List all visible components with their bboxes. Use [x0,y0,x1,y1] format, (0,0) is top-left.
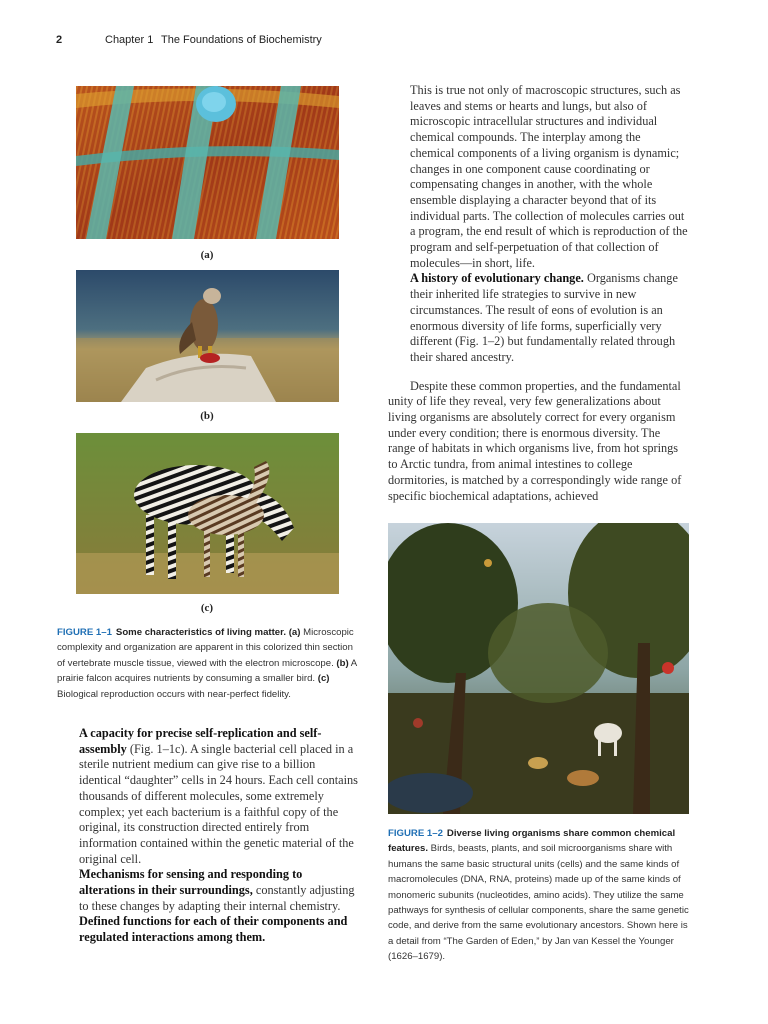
replication-heading: A capacity for precise self-replication and self-assembly [79,726,322,756]
sensing-heading: Mechanisms for sensing and responding to alterations in their surroundings, [79,867,303,898]
paragraph-diversity: Despite these common properties, and the fundamental unity of life they reveal, very few generalizations about living organisms are absolutely correct for every organism under every condition; there is enormous diversity. The range of habitats in which organisms live, from hot springs to Arctic tundra, from animal intestines to college dormitories, is matched by a correspondingly wide range of specific biochemical adaptations, achieved [388,378,682,503]
paragraph-macroscopic: This is true not only of macroscopic structures, such as leaves and stems or hearts and lungs, but also of microscopic intracellular structures and individual chemical compounds. The interplay among the chemical components of a living organism is dynamic; changes in one component cause coordinating or compensating changes in another, with the whole ensemble displaying a character beyond that of its individual parts. The collection of molecules carries out a program, the end result of which is reproduction of the program and self-perpetuation of that collection of molecules—in short, life. [410,83,688,270]
replication-text: (Fig. 1–1c). A single bacterial cell placed in a sterile nutrient medium can give rise to a billion identical “daughter” cells in 24 hours. Each cell contains thousands of different molecules, some extremely complex; yet each bacterium is a faithful copy of the original, its construction directed entirely from information contained within the genetic material of the original cell. [79,741,358,866]
chapter-title: The Foundations of Biochemistry [161,34,322,46]
page-number: 2 [56,34,63,46]
sensing-text: constantly adjusting to these changes by adapting their internal chemistry. [79,883,355,913]
panel-b-label: (b) [200,410,214,422]
figure-1-2-text: Birds, beasts, plants, and soil microorganisms share with humans the same basic structural units (cells) and the same kinds of macromolecules (DNA, RNA, proteins) made up of the same kinds of monomeric subunits (nucleotides, amino acids). They utilize the same pathways for synthesis of cellular components, share the same genetic code, and derive from the same evolutionary ancestors. Shown here is a detail from “The Garden of Eden,” by Jan van Kessel the Younger (1626–1679). [388,843,689,963]
caption-a-marker: (a) [288,627,301,638]
right-column-text [388,83,688,504]
figure-1-1-number: FIGURE 1–1 [57,627,112,638]
caption-c-text: Biological reproduction occurs with near-perfect fidelity. [57,688,291,700]
figure-1-2-caption [388,826,690,965]
history-text: Organisms change their inherited life strategies to survive in new circumstances. The result of eons of evolution is an enormous diversity of life forms, superficially very different (Fig. 1–2) but fundamentally related through their shared ancestry. [410,271,678,364]
caption-b-marker: (b) [336,657,349,669]
figure-1-2-title: Diverse living organisms share common chemical features. [388,828,676,855]
panel-a-label: (a) [200,249,214,261]
garden-of-eden-painting [388,523,689,814]
figure-1-1-caption [57,625,357,702]
left-column-text [79,726,359,946]
defined-functions-heading: Defined functions for each of their components and regulated interactions among them. [79,914,348,945]
figure-1-1-title: Some characteristics of living matter. [115,627,287,638]
prairie-falcon-image [76,270,339,402]
panel-c-label: (c) [200,602,214,614]
figure-1-2-number: FIGURE 1–2 [388,828,443,839]
caption-a-text: Microscopic complexity and organization are apparent in this colorized thin section of vertebrate muscle tissue, viewed with the electron microscope. [57,627,354,669]
chapter-label: Chapter 1 [105,34,154,46]
muscle-tissue-image [76,86,339,239]
zebras-image [76,433,339,594]
caption-c-marker: (c) [317,673,330,685]
caption-b-text: A prairie falcon acquires nutrients by consuming a smaller bird. [57,657,357,685]
history-heading: A history of evolutionary change. [410,271,584,286]
